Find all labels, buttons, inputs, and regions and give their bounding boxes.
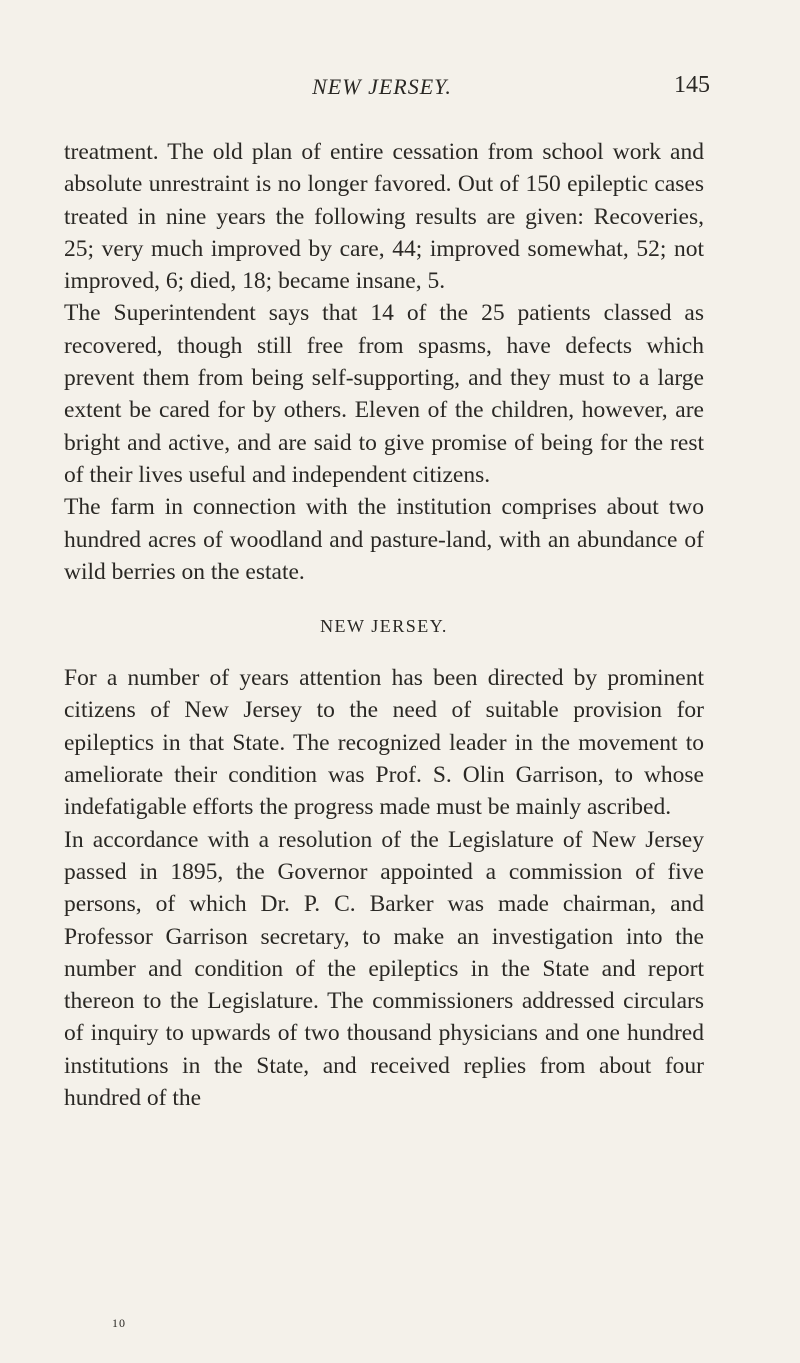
page-number: 145: [674, 72, 710, 98]
body-text: [64, 136, 704, 1114]
paragraph-attention: For a number of years attention has been directed by prominent citizens of New Jersey to the need of suitable provision for epileptics in that State. The recognized leader in the movement to ameliorate their condition was Prof. S. Olin Garrison, to whose indefatigable efforts the progress made must be mainly ascribed.: [64, 665, 704, 821]
running-head: [62, 70, 710, 110]
signature-mark: 10: [112, 1316, 126, 1330]
paragraph-treatment-results: treatment. The old plan of entire cessation from school work and absolute unrestraint is no longer favored. Out of 150 epileptic cases treated in nine years the following results are given: Recoveries, 25; very much improved by care, 44; improved somewhat, 52; not improved, 6; died, 18; became insane, 5.: [64, 139, 704, 295]
section-heading: NEW JERSEY.: [320, 616, 448, 637]
running-title: NEW JERSEY.: [312, 74, 452, 99]
paragraph-commission: In accordance with a resolution of the Legislature of New Jersey passed in 1895, the Governor appointed a commission of five persons, of which Dr. P. C. Barker was made chairman, and Professor Garrison secretary, to make an investigation into the number and condition of the epileptics in the State and report thereon to the Legislature. The commissioners addressed circulars of inquiry to upwards of two thousand physicians and one hundred institutions in the State, and received replies from about four hundred of the: [64, 826, 704, 1112]
paragraph-farm: The farm in connection with the institution comprises about two hundred acres of woodland and pasture-land, with an abundance of wild berries on the estate.: [64, 494, 704, 585]
paragraph-superintendent: The Superintendent says that 14 of the 25 patients classed as recovered, though still free from spasms, have defects which prevent them from being self-supporting, and they must to a large extent be cared for by others. Eleven of the children, however, are bright and active, and are said to give promise of being for the rest of their lives useful and independent citizens.: [64, 300, 704, 488]
